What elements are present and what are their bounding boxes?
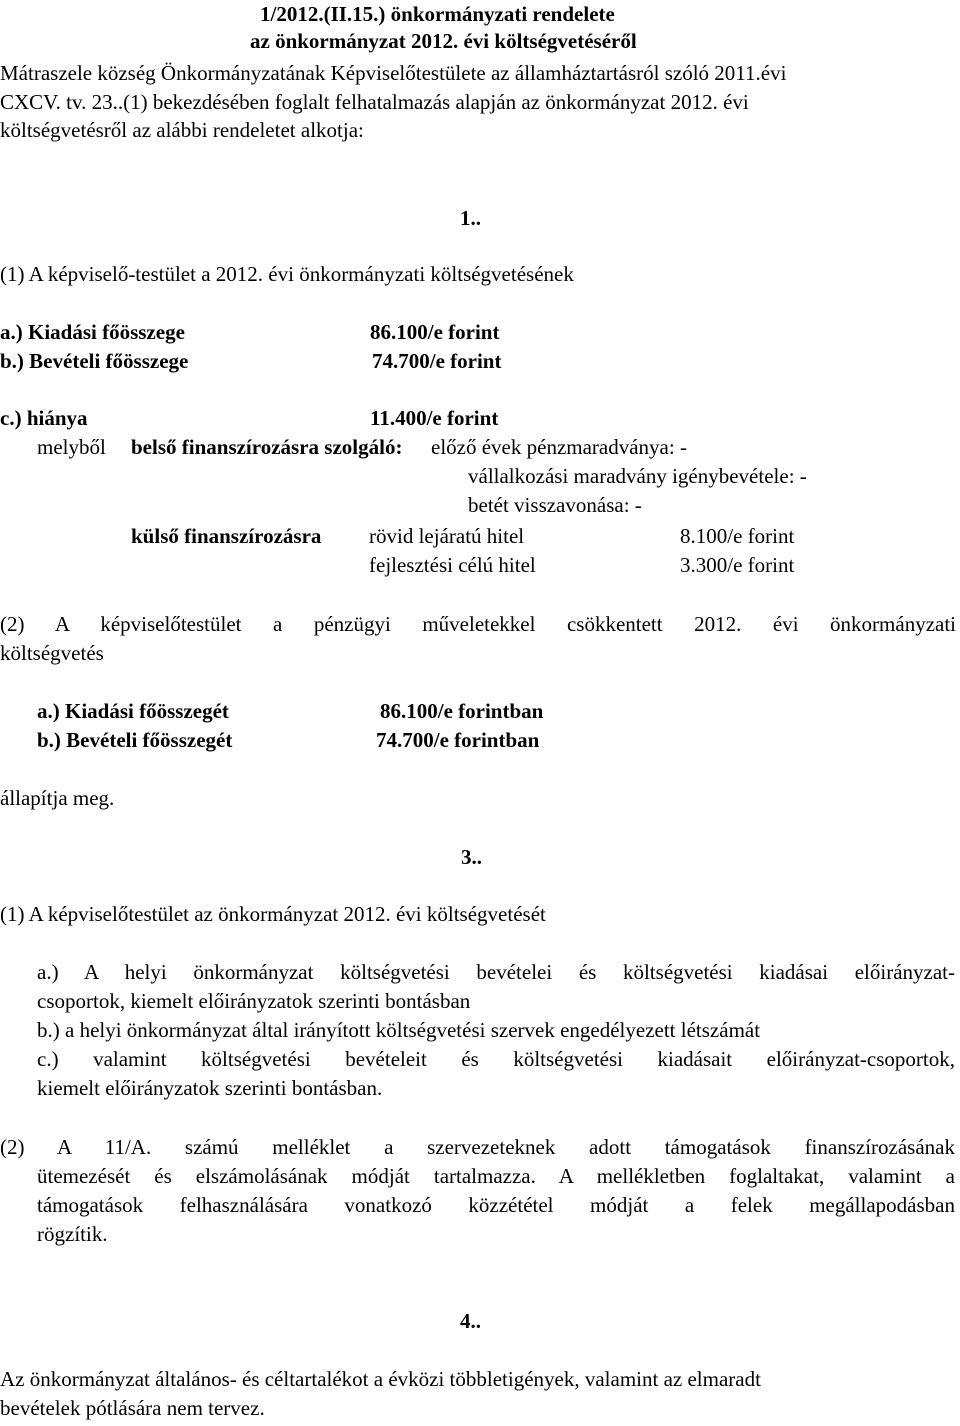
section-3-p2-line-3: támogatások felhasználására vonatkozó közzététel módját a felek megállapodásban bbox=[37, 1193, 955, 1217]
section-1-c-label: c.) hiánya bbox=[0, 406, 88, 430]
section-1-p2-b-value: 74.700/e forintban bbox=[376, 728, 540, 752]
section-3-a-line-1: a.) A helyi önkormányzat költségvetési bevételei és költségvetési kiadásai előirányzat- bbox=[37, 960, 955, 984]
preamble-line-1: Mátraszele község Önkormányzatának Képviselőtestülete az államháztartásról szóló 2011.évi bbox=[0, 61, 787, 85]
section-3-c-line-1: c.) valamint költségvetési bevételeit és költségvetési kiadásait előirányzat-csoportok, bbox=[37, 1047, 955, 1071]
section-1-p2-end: állapítja meg. bbox=[0, 786, 115, 810]
section-1-b-value: 74.700/e forint bbox=[372, 349, 502, 373]
section-4-heading: 4.. bbox=[460, 1309, 481, 1333]
section-1-c-value: 11.400/e forint bbox=[370, 406, 499, 430]
title-line-1: 1/2012.(II.15.) önkormányzati rendelete bbox=[260, 2, 615, 26]
section-3-heading: 3.. bbox=[461, 845, 482, 869]
preamble-line-3: költségvetésről az alábbi rendeletet alkotja: bbox=[0, 118, 364, 142]
section-4-line-2: bevételek pótlására nem tervez. bbox=[0, 1396, 265, 1420]
belso-item-2: vállalkozási maradvány igénybevétele: - bbox=[468, 464, 807, 488]
kulso-item-2-value: 3.300/e forint bbox=[680, 553, 795, 577]
section-1-intro: (1) A képviselő-testület a 2012. évi önkormányzati költségvetésének bbox=[0, 262, 574, 286]
section-3-p2-line-2: ütemezését és elszámolásának módját tartalmazza. A mellékletben foglaltakat, valamint a bbox=[37, 1164, 955, 1188]
section-3-c-line-2: kiemelt előirányzatok szerinti bontásban. bbox=[37, 1076, 383, 1100]
section-3-a-line-2: csoportok, kiemelt előirányzatok szerinti bontásban bbox=[37, 989, 471, 1013]
section-1-p2-b-label: b.) Bevételi főösszegét bbox=[37, 728, 233, 752]
section-1-p2-line-1: (2) A képviselőtestület a pénzügyi műveletekkel csökkentett 2012. évi önkormányzati bbox=[0, 612, 956, 636]
section-3-p2-line-4: rögzítik. bbox=[37, 1222, 108, 1246]
section-4-line-1: Az önkormányzat általános- és céltartalékot a évközi többletigények, valamint az elmaradt bbox=[0, 1367, 761, 1391]
melybol-label: melyből bbox=[37, 435, 106, 459]
kulso-finanszirozas-label: külső finanszírozásra bbox=[131, 524, 322, 548]
section-1-a-label: a.) Kiadási főösszege bbox=[0, 320, 185, 344]
section-3-p2-line-1: (2) A 11/A. számú melléklet a szervezeteknek adott támogatások finanszírozásának bbox=[0, 1135, 955, 1159]
belso-item-1: előző évek pénzmaradványa: - bbox=[431, 435, 687, 459]
section-1-p2-line-2: költségvetés bbox=[0, 641, 104, 665]
section-1-p2-a-label: a.) Kiadási főösszegét bbox=[37, 699, 229, 723]
section-1-p2-a-value: 86.100/e forintban bbox=[380, 699, 544, 723]
belso-finanszirozas-label: belső finanszírozásra szolgáló: bbox=[131, 435, 403, 459]
kulso-item-2-label: fejlesztési célú hitel bbox=[369, 553, 536, 577]
kulso-item-1-value: 8.100/e forint bbox=[680, 524, 795, 548]
section-1-a-value: 86.100/e forint bbox=[370, 320, 500, 344]
title-line-2: az önkormányzat 2012. évi költségvetéséről bbox=[250, 29, 637, 53]
section-1-b-label: b.) Bevételi főösszege bbox=[0, 349, 189, 373]
section-3-b-line: b.) a helyi önkormányzat által irányított költségvetési szervek engedélyezett létszámát bbox=[37, 1018, 761, 1042]
section-1-heading: 1.. bbox=[460, 206, 481, 230]
belso-item-3: betét visszavonása: - bbox=[468, 493, 642, 517]
preamble-line-2: CXCV. tv. 23..(1) bekezdésében foglalt felhatalmazás alapján az önkormányzat 2012. évi bbox=[0, 90, 749, 114]
kulso-item-1-label: rövid lejáratú hitel bbox=[369, 524, 525, 548]
section-3-intro: (1) A képviselőtestület az önkormányzat 2012. évi költségvetését bbox=[0, 902, 546, 926]
